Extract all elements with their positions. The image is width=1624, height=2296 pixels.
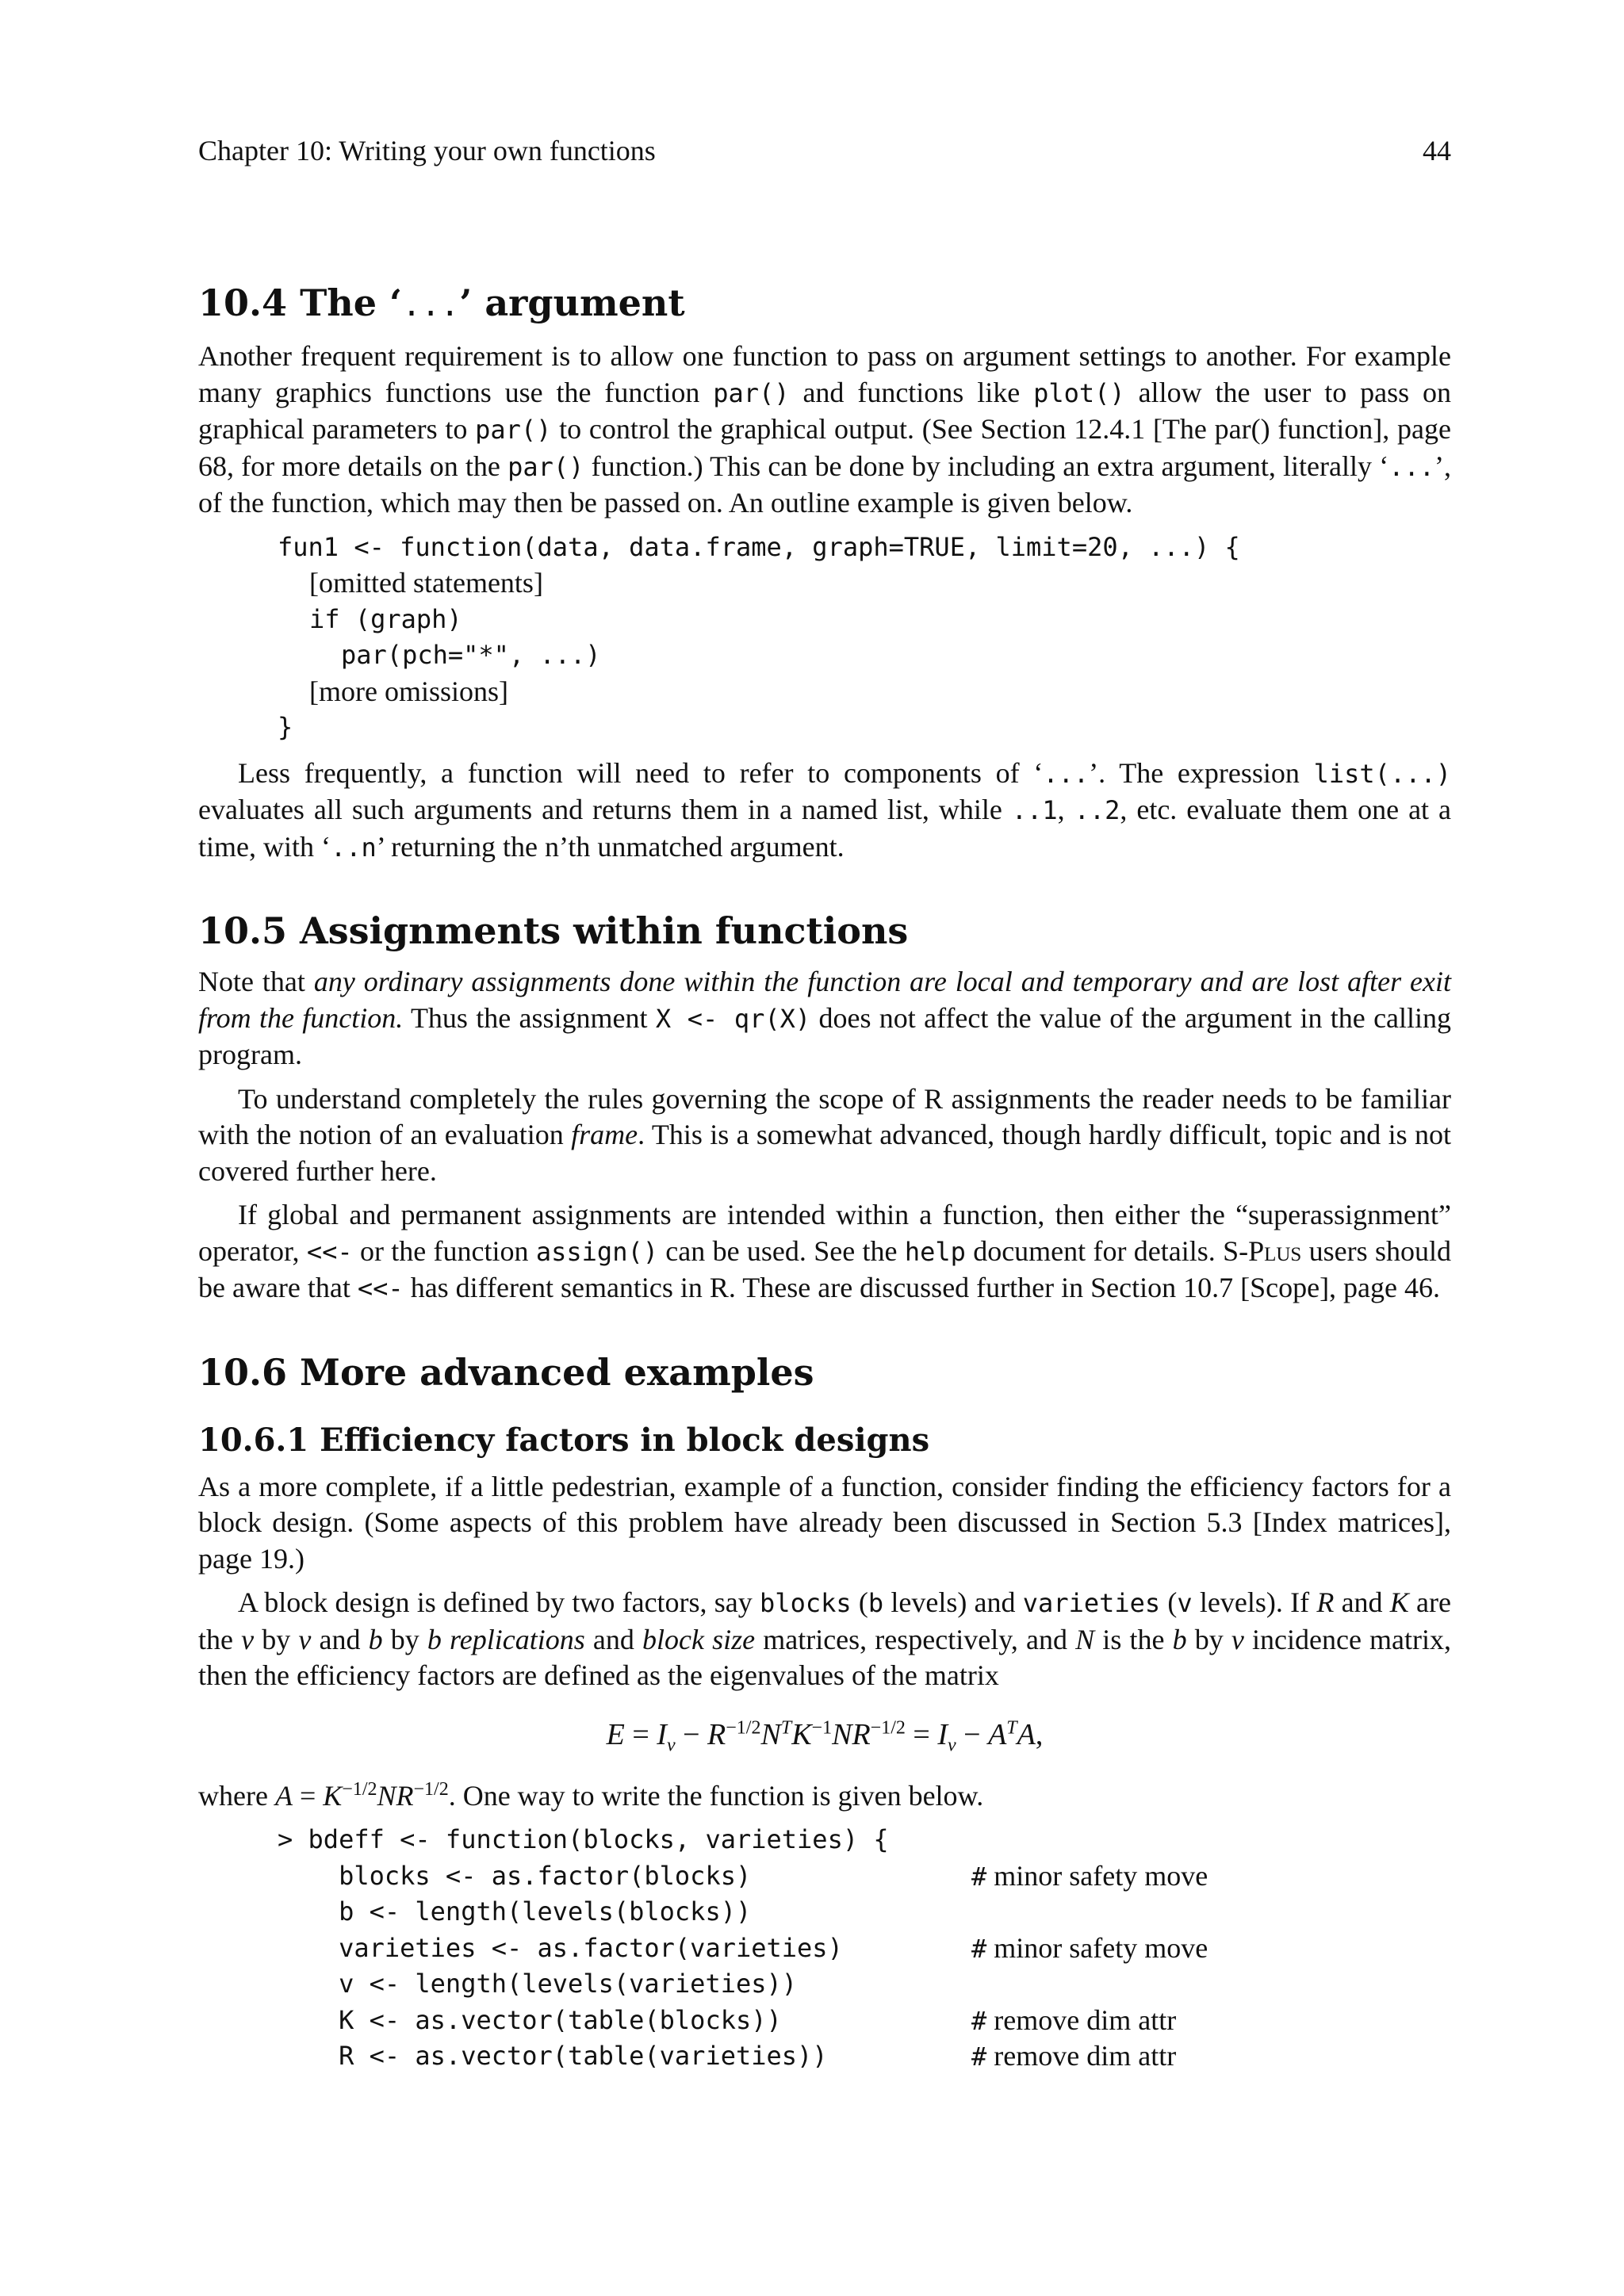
code-comment: # minor safety move	[971, 1931, 1208, 1964]
section-10-5	[198, 907, 1451, 1307]
chapter-title: Chapter 10: Writing your own functions	[198, 135, 656, 166]
code-line	[278, 2038, 1451, 2075]
code-line: if (graph)	[309, 603, 462, 634]
section-10-6	[198, 1349, 1451, 2075]
section-heading: 10.5 Assignments within functions	[198, 909, 909, 952]
section-heading: 10.4 The ‘...’ argument	[198, 281, 685, 324]
display-equation: $E = I_v - R^{-1/2}N^TK^{-1}NR^{-1/2} = I_v - A^TA$,	[606, 1716, 1044, 1756]
section-heading: 10.6 More advanced examples	[198, 1350, 814, 1394]
code-text: b <- length(levels(blocks))	[278, 1896, 752, 1927]
paragraph: Less frequently, a function will need to refer to components of ‘...’. The expression list(...) evaluates all such arguments and returns them in a named list, while ..1, ..2, etc. evaluate them one at a time, with ‘..n’ returning the n’th unmatched argument.	[198, 756, 1452, 863]
code-comment: # minor safety move	[971, 1859, 1208, 1892]
section-10-4	[198, 279, 1451, 866]
code-text: varieties <- as.factor(varieties)	[278, 1932, 843, 1963]
code-comment: # remove dim attr	[971, 2003, 1177, 2036]
code-line	[278, 1966, 1451, 2003]
paragraph: If global and permanent assignments are intended within a function, then either the “superassignment” operator, <<- or the function assign() can be used. See the help document for details. S-Plus users should be aware that <<- has different semantics in R. These are discussed further in Section 10.7 [Scope], page 46.	[198, 1199, 1451, 1303]
code-example	[278, 530, 1451, 746]
code-text: blocks <- as.factor(blocks)	[278, 1860, 752, 1891]
code-line	[278, 1894, 1451, 1931]
code-line	[278, 1931, 1451, 1967]
running-header	[198, 133, 1451, 168]
page-number: 44	[1423, 135, 1451, 166]
subsection-heading: 10.6.1 Efficiency factors in block designs	[198, 1421, 930, 1459]
code-line	[278, 2003, 1451, 2039]
code-line: [omitted statements]	[309, 567, 543, 599]
paragraph: To understand completely the rules governing the scope of R assignments the reader needs to be familiar with the notion of an evaluation frame. This is a somewhat advanced, though hardly difficult, topic and is not covered further here.	[198, 1082, 1451, 1187]
code-text: R <- as.vector(table(varieties))	[278, 2041, 828, 2071]
code-text: v <- length(levels(varieties))	[278, 1969, 798, 1999]
paragraph: As a more complete, if a little pedestrian, example of a function, consider finding the efficiency factors for a block design. (Some aspects of this problem have already been discussed in Section 5.3 [Index matrices], page 19.)	[198, 1470, 1451, 1575]
code-text: > bdeff <- function(blocks, varieties) {	[278, 1824, 889, 1854]
code-comment: # remove dim attr	[971, 2040, 1177, 2072]
code-example	[278, 1822, 1451, 2075]
paragraph: where $A = K^{-1/2}NR^{-1/2}$. One way to write the function is given below.	[198, 1778, 984, 1812]
code-line	[278, 1858, 1451, 1895]
paragraph: Another frequent requirement is to allow one function to pass on argument settings to another. For example many graphics functions use the function par() and functions like plot() allow the user to pass on graphical parameters to par() to control the graphical output. (See Section 12.4.1 [The par() function], page 68, for more details on the par() function.) This can be done by including an extra argument, literally ‘...’, of the function, which may then be passed on. An outline example is given below.	[198, 340, 1451, 519]
page-body	[198, 279, 1451, 2084]
paragraph: A block design is defined by two factors, say blocks (b levels) and varieties (v levels). If R and K are the v by v and b by b replications and block size matrices, respectively, and N is the b by v incidence matrix, then the efficiency factors are defined as the eigenvalues of the matrix	[198, 1586, 1452, 1691]
code-line	[278, 1822, 1451, 1858]
code-line: par(pch="*", ...)	[341, 640, 601, 670]
code-line: [more omissions]	[309, 675, 508, 707]
code-line: fun1 <- function(data, data.frame, graph=TRUE, limit=20, ...) {	[278, 531, 1240, 562]
code-text: K <- as.vector(table(blocks))	[278, 2004, 782, 2035]
paragraph: Note that any ordinary assignments done within the function are local and temporary and are lost after exit from the function. Thus the assignment X <- qr(X) does not affect the value of the argument in the calling program.	[198, 966, 1452, 1070]
code-line: }	[278, 712, 293, 742]
